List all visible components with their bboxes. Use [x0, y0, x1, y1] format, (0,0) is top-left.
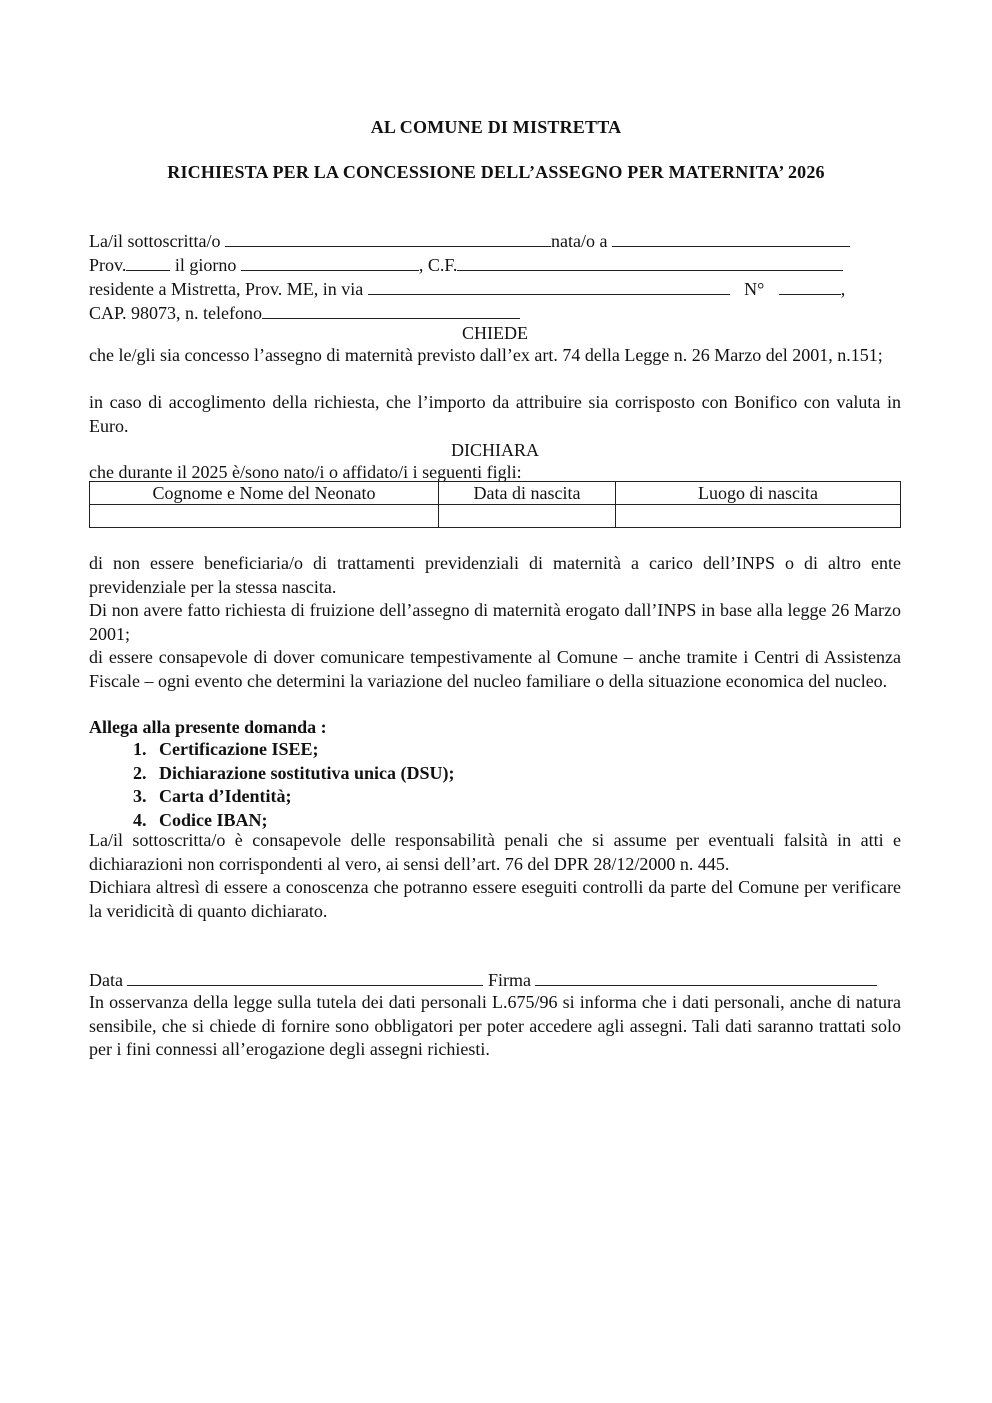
via-field[interactable]: [368, 278, 730, 295]
responsabilita-paragraph-1: La/il sottoscritta/o è consapevole delle responsabilità penali che si assume per eventuali falsità in atti e dichiarazioni non corrispondenti al vero, ai sensi dell’art. 76 del DPR 28/12/2000 n. 445.: [89, 830, 901, 874]
document-title: RICHIESTA PER LA CONCESSIONE DELL’ASSEGNO PER MATERNITA’ 2026: [167, 162, 825, 182]
giorno-field[interactable]: [241, 254, 419, 271]
numero-label: N°: [744, 279, 765, 299]
dichiara-paragraph-1: di non essere beneficiaria/o di trattamenti previdenziali di maternità a carico dell’INPS o di altro ente previdenziale per la stessa nascita.: [89, 553, 901, 597]
allegato-item: 2. Dichiarazione sostitutiva unica (DSU);: [151, 762, 455, 786]
luogo-nascita-field[interactable]: [612, 230, 850, 247]
column-header-nome: Cognome e Nome del Neonato: [90, 482, 439, 505]
chiede-paragraph-2: in caso di accoglimento della richiesta, che l’importo da attribuire sia corrisposto con Bonifico con valuta in Euro.: [89, 392, 901, 436]
dichiara-intro: che durante il 2025 è/sono nato/i o affidato/i i seguenti figli:: [89, 462, 522, 482]
data-label: Data: [89, 970, 123, 990]
data-field[interactable]: [127, 969, 483, 986]
column-header-luogo: Luogo di nascita: [616, 482, 901, 505]
dichiara-heading: DICHIARA: [451, 440, 539, 460]
allegato-item: 4. Codice IBAN;: [151, 809, 455, 833]
cell-luogo[interactable]: [616, 505, 901, 528]
telefono-field[interactable]: [262, 302, 520, 319]
cf-label: , C.F.: [418, 255, 458, 275]
cf-field[interactable]: [457, 254, 843, 271]
cell-data[interactable]: [439, 505, 616, 528]
nome-field[interactable]: [225, 230, 551, 247]
chiede-heading: CHIEDE: [462, 323, 528, 343]
signature-line: [89, 969, 877, 991]
allegati-heading: Allega alla presente domanda :: [89, 717, 327, 737]
applicant-line-2: [89, 254, 843, 276]
recipient-heading: AL COMUNE DI MISTRETTA: [370, 117, 622, 137]
firma-label: Firma: [487, 970, 531, 990]
firma-field[interactable]: [535, 969, 877, 986]
numero-field[interactable]: [779, 278, 841, 295]
prov-label: Prov.: [89, 255, 127, 275]
children-table: [89, 481, 901, 528]
allegato-item: 3. Carta d’Identità;: [151, 785, 455, 809]
allegato-item: 1. Certificazione ISEE;: [151, 738, 455, 762]
numero-suffix: ,: [840, 279, 846, 299]
applicant-line-1: [89, 230, 850, 252]
cap-label: CAP. 98073, n. telefono: [89, 303, 262, 323]
table-row: [90, 505, 901, 528]
applicant-line-3: [89, 278, 845, 300]
allegati-list: [89, 738, 455, 832]
sottoscritta-label: La/il sottoscritta/o: [89, 231, 221, 251]
table-header-row: [90, 482, 901, 505]
applicant-line-4: [89, 302, 520, 324]
chiede-paragraph-1: che le/gli sia concesso l’assegno di maternità previsto dall’ex art. 74 della Legge n. 26 Marzo del 2001, n.151;: [89, 345, 883, 365]
cell-nome[interactable]: [90, 505, 439, 528]
dichiara-paragraph-3: di essere consapevole di dover comunicare tempestivamente al Comune – anche tramite i Centri di Assistenza Fiscale – ogni evento che determini la variazione del nucleo familiare o della situazione economica del nucleo.: [89, 647, 901, 691]
prov-field[interactable]: [126, 254, 170, 271]
responsabilita-paragraph-2: Dichiara altresì di essere a conoscenza che potranno essere eseguiti controlli da parte del Comune per verificare la veridicità di quanto dichiarato.: [89, 877, 901, 921]
column-header-data: Data di nascita: [439, 482, 616, 505]
nata-label: nata/o a: [550, 231, 608, 251]
residente-label: residente a Mistretta, Prov. ME, in via: [89, 279, 364, 299]
dichiara-paragraph-2: Di non avere fatto richiesta di fruizione dell’assegno di maternità erogato dall’INPS in base alla legge 26 Marzo 2001;: [89, 600, 901, 644]
privacy-notice: In osservanza della legge sulla tutela dei dati personali L.675/96 si informa che i dati personali, anche di natura sensibile, che si chiede di fornire sono obbligatori per poter accedere agli assegni. Tali dati saranno trattati solo per i fini connessi all’erogazione degli assegni richiesti.: [89, 992, 901, 1059]
giorno-label: il giorno: [174, 255, 237, 275]
